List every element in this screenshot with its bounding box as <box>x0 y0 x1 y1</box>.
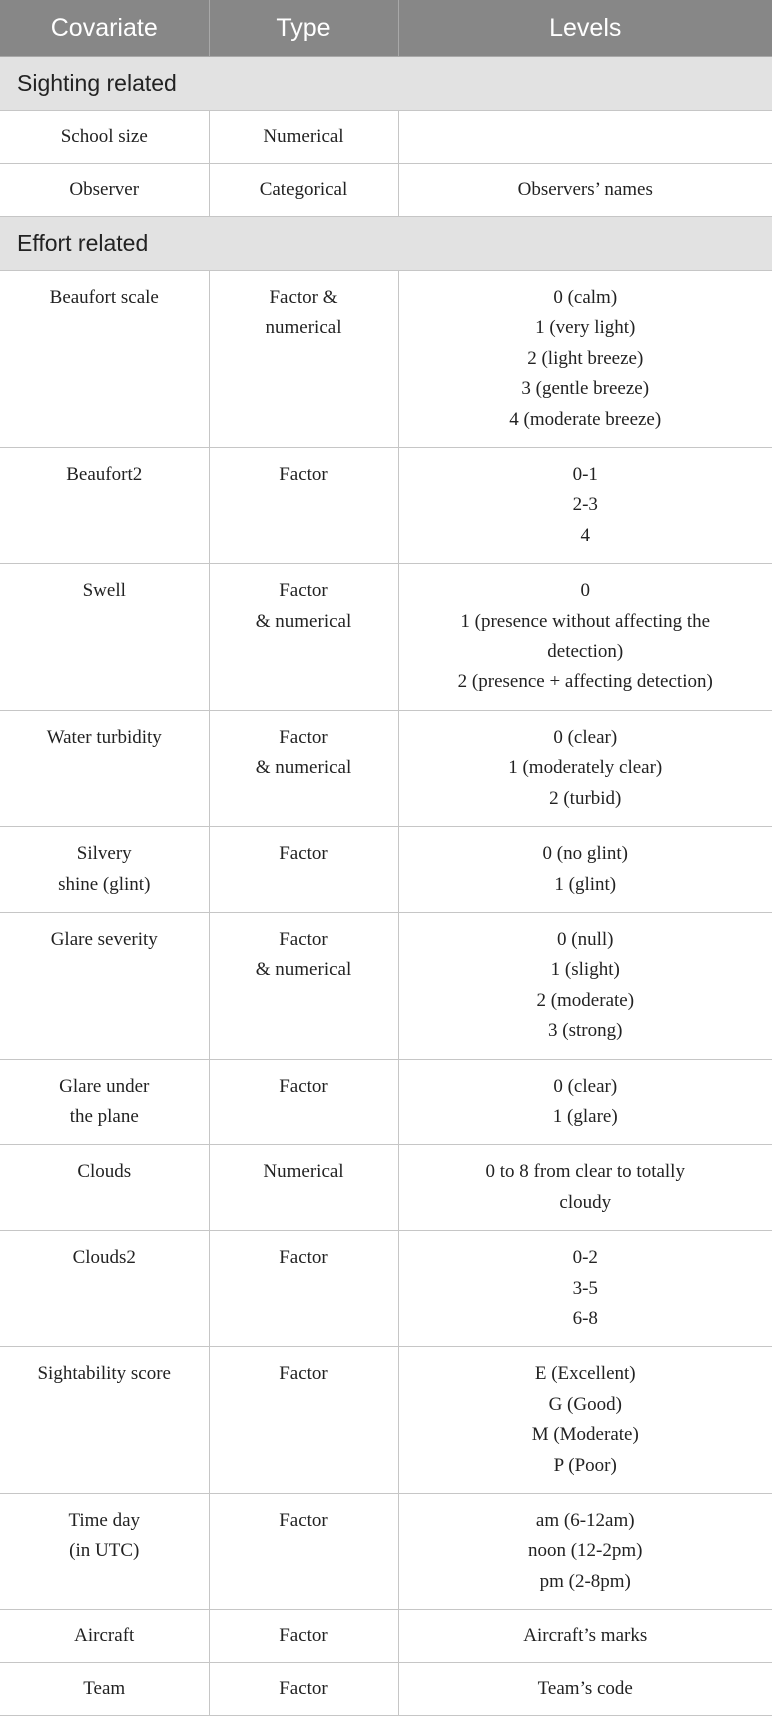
levels-cell <box>398 564 772 711</box>
section-row <box>0 57 772 111</box>
covariate-cell <box>0 164 209 217</box>
table-row <box>0 827 772 913</box>
cell-line: E (Excellent) <box>534 1363 636 1385</box>
header-levels: Levels <box>398 0 772 57</box>
type-cell <box>209 1663 398 1716</box>
table-row <box>0 448 772 564</box>
table-row <box>0 1347 772 1494</box>
levels-cell <box>398 1347 772 1494</box>
levels-cell <box>398 1145 772 1231</box>
cell-line: 0 (clear) <box>553 726 618 748</box>
cell-line: Factor <box>279 1363 328 1385</box>
cell-line: Silvery <box>76 843 132 865</box>
cell-line: cloudy <box>559 1191 612 1213</box>
table-row <box>0 1663 772 1716</box>
cell-line: Clouds <box>77 1161 132 1183</box>
table-row <box>0 1610 772 1663</box>
cell-line: 0 to 8 from clear to totally <box>485 1161 685 1183</box>
cell-line: 0 (clear) <box>553 1075 618 1097</box>
cell-line: 2 (turbid) <box>549 787 622 809</box>
table-row <box>0 1059 772 1145</box>
cell-line: Factor <box>279 464 328 486</box>
covariate-cell <box>0 827 209 913</box>
type-cell <box>209 1231 398 1347</box>
cell-line: Aircraft <box>74 1625 135 1647</box>
levels-cell <box>398 164 772 217</box>
levels-cell <box>398 710 772 826</box>
cell-line: Aircraft’s marks <box>523 1625 648 1647</box>
cell-line: 6-8 <box>572 1307 598 1329</box>
cell-line: Factor <box>279 1075 328 1097</box>
cell-line: School size <box>60 125 148 147</box>
cell-line: 1 (very light) <box>535 317 636 339</box>
covariate-cell <box>0 1610 209 1663</box>
table-body <box>0 57 772 1716</box>
cell-line: P (Poor) <box>553 1454 617 1476</box>
covariate-cell <box>0 1663 209 1716</box>
cell-line: (in UTC) <box>69 1540 140 1562</box>
cell-line: Team’s code <box>537 1678 633 1700</box>
cell-line: 1 (slight) <box>550 959 620 981</box>
cell-line: & numerical <box>255 610 352 632</box>
cell-line: 3 (gentle breeze) <box>521 378 650 400</box>
type-cell <box>209 1145 398 1231</box>
cell-line: Factor <box>279 1678 328 1700</box>
levels-cell <box>398 1494 772 1610</box>
levels-cell <box>398 1610 772 1663</box>
cell-line: 2 (light breeze) <box>527 347 644 369</box>
cell-line: 1 (glint) <box>554 873 617 895</box>
cell-line: detection) <box>547 641 624 663</box>
type-cell <box>209 111 398 164</box>
covariate-cell <box>0 448 209 564</box>
cell-line: 2-3 <box>572 494 598 516</box>
cell-line: Factor <box>279 726 328 748</box>
cell-line: 0 (calm) <box>553 287 618 308</box>
cell-line: Factor <box>279 928 328 950</box>
levels-cell <box>398 111 772 164</box>
cell-line: Observer <box>69 178 140 200</box>
table-row <box>0 564 772 711</box>
cell-line: 0 (null) <box>557 928 614 950</box>
table-row <box>0 1231 772 1347</box>
covariate-cell <box>0 564 209 711</box>
cell-line: Factor <box>279 1247 328 1269</box>
cell-line: 0-2 <box>572 1247 598 1269</box>
levels-cell <box>398 827 772 913</box>
type-cell <box>209 710 398 826</box>
header-covariate: Covariate <box>0 0 209 57</box>
covariate-cell <box>0 1059 209 1145</box>
cell-line: 2 (presence + affecting detection) <box>457 671 713 693</box>
cell-line: 3-5 <box>572 1277 598 1299</box>
type-cell <box>209 564 398 711</box>
table-row <box>0 1145 772 1231</box>
cell-line: Swell <box>82 580 126 602</box>
levels-cell <box>398 448 772 564</box>
levels-cell <box>398 912 772 1059</box>
cell-line: Glare under <box>59 1075 150 1097</box>
covariate-cell <box>0 111 209 164</box>
cell-line: 2 (moderate) <box>536 989 635 1011</box>
section-title: Sighting related <box>0 57 772 111</box>
cell-line: noon (12-2pm) <box>527 1540 643 1562</box>
covariate-cell <box>0 271 209 448</box>
cell-line: 0 <box>580 580 590 602</box>
cell-line: 4 (moderate breeze) <box>509 408 662 430</box>
covariate-cell <box>0 1347 209 1494</box>
cell-line: Time day <box>68 1510 141 1531</box>
section-title: Effort related <box>0 217 772 271</box>
cell-line: the plane <box>69 1105 139 1127</box>
cell-line: Observers’ names <box>517 178 653 200</box>
type-cell <box>209 271 398 448</box>
cell-line: M (Moderate) <box>531 1424 639 1446</box>
cell-line: Sightability score <box>37 1363 171 1385</box>
cell-line: 1 (moderately clear) <box>508 757 663 779</box>
cell-line: Factor & <box>269 287 338 308</box>
cell-line: 0 (no glint) <box>542 843 628 865</box>
type-cell <box>209 164 398 217</box>
covariate-cell <box>0 1231 209 1347</box>
levels-cell <box>398 271 772 448</box>
table-row <box>0 164 772 217</box>
cell-line: Glare severity <box>50 928 158 950</box>
levels-cell <box>398 1059 772 1145</box>
table-row <box>0 271 772 448</box>
levels-cell <box>398 1663 772 1716</box>
covariate-cell <box>0 1145 209 1231</box>
cell-line: numerical <box>265 317 342 339</box>
cell-line: Beaufort scale <box>49 287 159 308</box>
type-cell <box>209 1610 398 1663</box>
levels-cell <box>398 1231 772 1347</box>
cell-line: 3 (strong) <box>548 1020 623 1042</box>
covariate-cell <box>0 1494 209 1610</box>
table-header <box>0 0 772 57</box>
cell-line: Beaufort2 <box>66 464 143 486</box>
type-cell <box>209 1347 398 1494</box>
cell-line: shine (glint) <box>58 873 151 895</box>
type-cell <box>209 912 398 1059</box>
cell-line: Clouds2 <box>72 1247 136 1269</box>
cell-line: G (Good) <box>548 1393 622 1415</box>
cell-line: Numerical <box>263 125 344 147</box>
cell-line: Factor <box>279 1625 328 1647</box>
cell-line: 1 (presence without affecting the <box>460 610 711 632</box>
cell-line: & numerical <box>255 757 352 779</box>
table-row <box>0 912 772 1059</box>
type-cell <box>209 1494 398 1610</box>
covariate-cell <box>0 710 209 826</box>
header-type: Type <box>209 0 398 57</box>
cell-line: pm (2-8pm) <box>539 1570 631 1592</box>
cell-line: Water turbidity <box>46 726 162 748</box>
cell-line: 4 <box>580 524 590 546</box>
table-row <box>0 111 772 164</box>
cell-line: & numerical <box>255 959 352 981</box>
table-row <box>0 1494 772 1610</box>
cell-line: am (6-12am) <box>535 1510 635 1531</box>
type-cell <box>209 448 398 564</box>
type-cell <box>209 1059 398 1145</box>
covariate-cell <box>0 912 209 1059</box>
cell-line: Factor <box>279 1510 328 1531</box>
cell-line: Factor <box>279 843 328 865</box>
cell-line: Team <box>83 1678 126 1700</box>
cell-line: Factor <box>279 580 328 602</box>
cell-line: 0-1 <box>572 464 598 486</box>
cell-line: Numerical <box>263 1161 344 1183</box>
header-row <box>0 0 772 57</box>
cell-line: 1 (glare) <box>552 1105 618 1127</box>
type-cell <box>209 827 398 913</box>
section-row <box>0 217 772 271</box>
table-row <box>0 710 772 826</box>
cell-line: Categorical <box>259 178 348 200</box>
